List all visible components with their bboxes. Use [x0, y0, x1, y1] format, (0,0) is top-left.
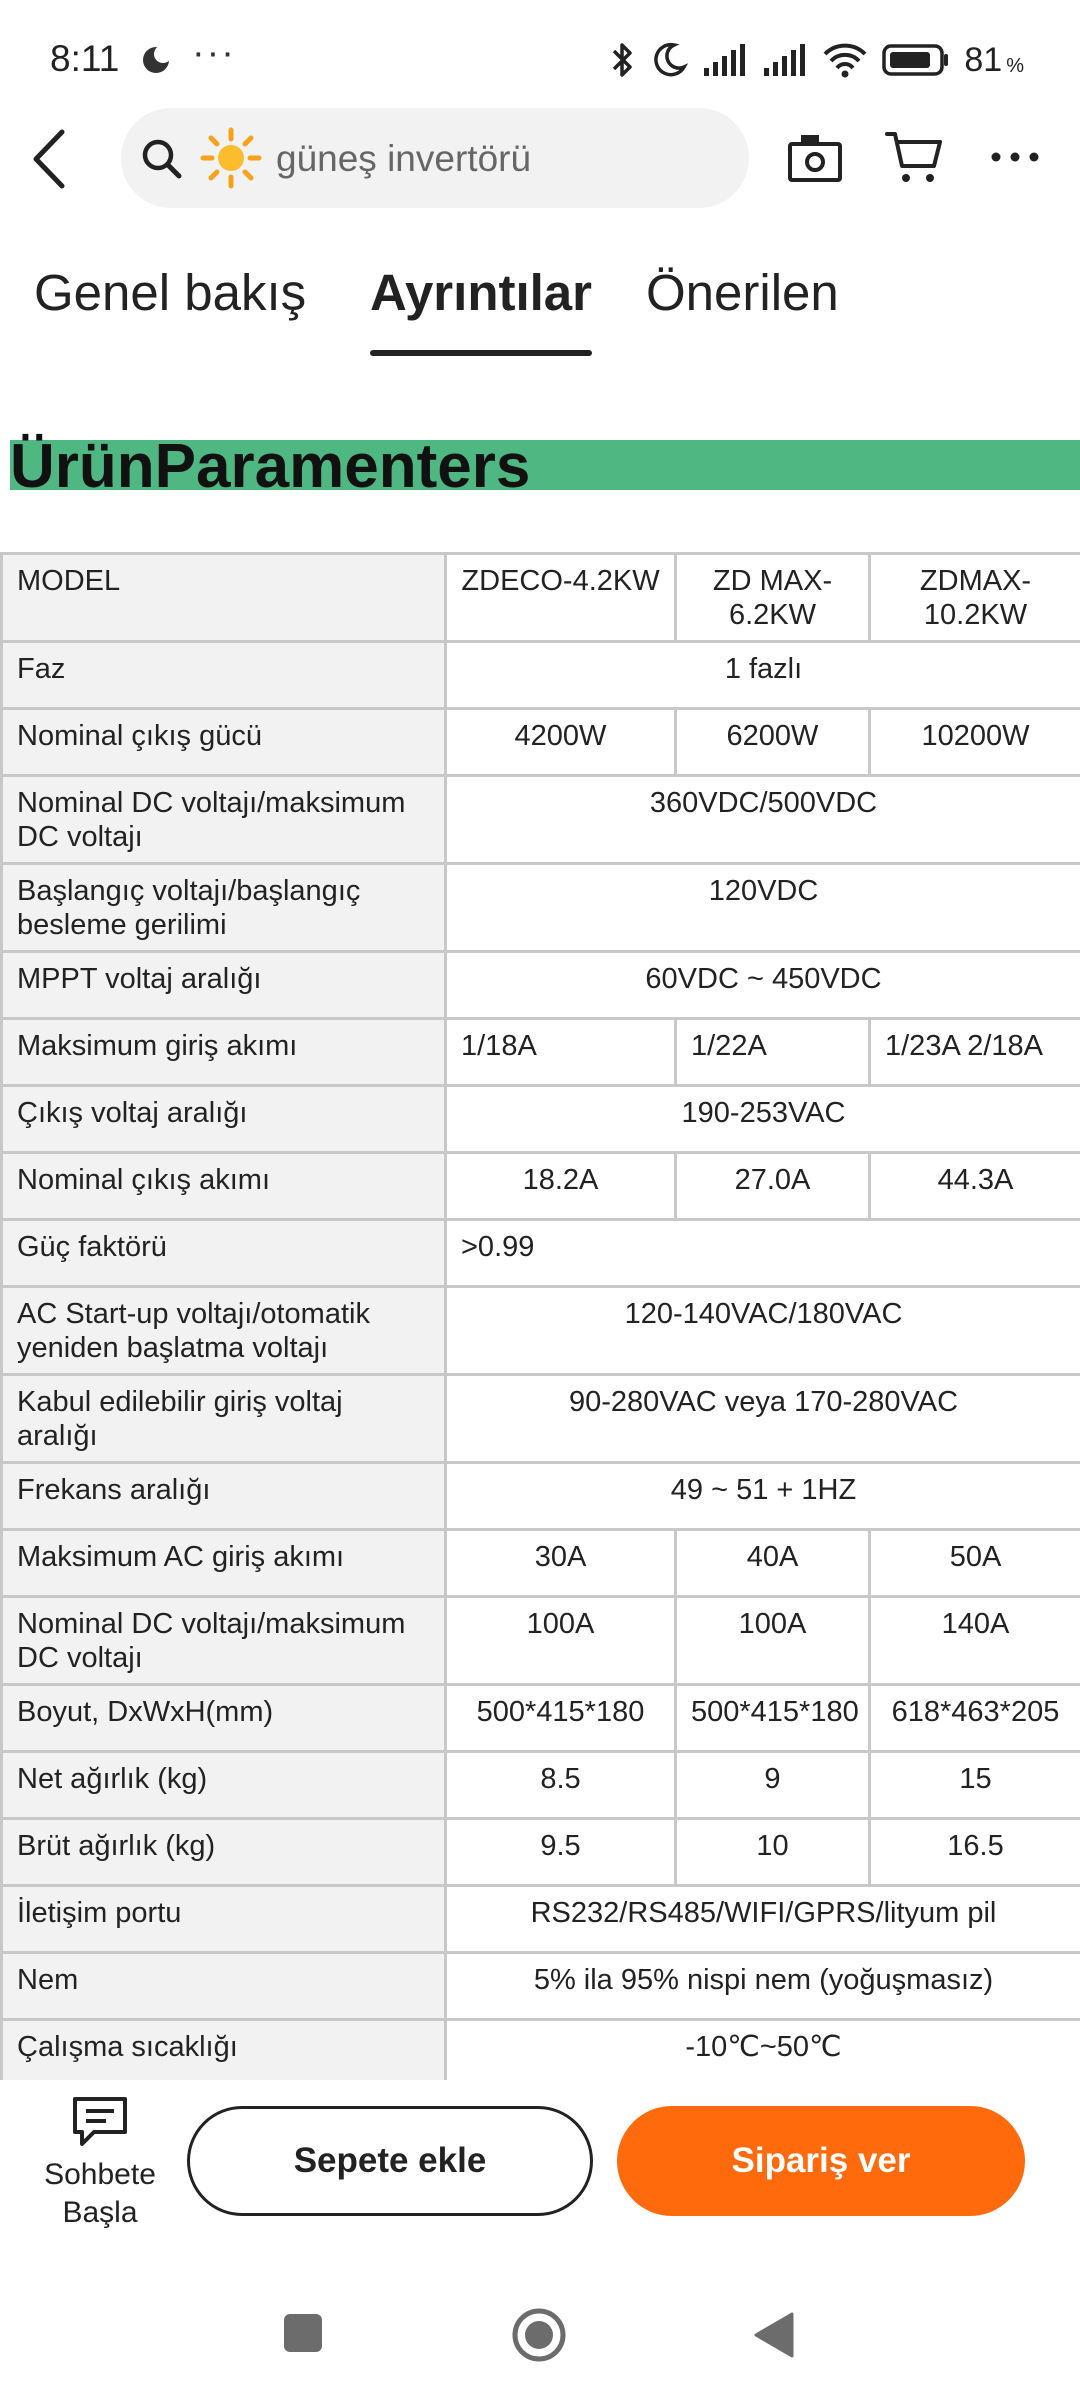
- section-title: ÜrünParamenters: [10, 432, 531, 501]
- table-cell: 100A: [676, 1597, 870, 1685]
- table-cell: >0.99: [446, 1220, 1080, 1287]
- chat-icon: [70, 2094, 130, 2150]
- table-cell: Nominal DC voltajı/maksimum DC voltajı: [2, 776, 446, 864]
- table-row: [2, 1819, 1080, 1886]
- table-cell: RS232/RS485/WIFI/GPRS/lityum pil: [446, 1886, 1080, 1953]
- table-cell: Maksimum AC giriş akımı: [2, 1530, 446, 1597]
- battery-icon: [882, 43, 950, 77]
- table-cell: 10200W: [870, 709, 1080, 776]
- table-cell: 44.3A: [870, 1153, 1080, 1220]
- table-cell: Çalışma sıcaklığı: [2, 2020, 446, 2087]
- more-icon[interactable]: [990, 142, 1040, 172]
- table-row: [2, 1287, 1080, 1375]
- table-row: [2, 1597, 1080, 1685]
- chat-label-line2: Başla: [62, 2196, 138, 2229]
- table-row: [2, 1886, 1080, 1953]
- table-cell: 1/18A: [446, 1019, 676, 1086]
- table-cell: 120VDC: [446, 864, 1080, 952]
- status-bar: [0, 0, 1080, 120]
- table-cell: -10℃~50℃: [446, 2020, 1080, 2087]
- table-cell: 49 ~ 51 + 1HZ: [446, 1463, 1080, 1530]
- table-cell: MODEL: [2, 554, 446, 642]
- home-icon[interactable]: [510, 2306, 568, 2364]
- status-time: 8:11: [50, 38, 120, 79]
- table-cell: Maksimum giriş akımı: [2, 1019, 446, 1086]
- table-row: [2, 1220, 1080, 1287]
- signal-icon: [702, 42, 748, 78]
- table-cell: 100A: [446, 1597, 676, 1685]
- table-cell: ZDECO-4.2KW: [446, 554, 676, 642]
- cart-icon[interactable]: [884, 128, 944, 186]
- table-header-row: [2, 554, 1080, 642]
- table-cell: 4200W: [446, 709, 676, 776]
- table-cell: Kabul edilebilir giriş voltaj aralığı: [2, 1375, 446, 1463]
- table-row: [2, 1463, 1080, 1530]
- table-row: [2, 1375, 1080, 1463]
- table-row: [2, 1752, 1080, 1819]
- table-cell: ZDMAX-10.2KW: [870, 554, 1080, 642]
- table-cell: 15: [870, 1752, 1080, 1819]
- table-row: [2, 776, 1080, 864]
- table-cell: 1/22A: [676, 1019, 870, 1086]
- table-row: [2, 642, 1080, 709]
- battery-percent-symbol: %: [1006, 54, 1024, 77]
- table-cell: 5% ila 95% nispi nem (yoğuşmasız): [446, 1953, 1080, 2020]
- camera-icon[interactable]: [787, 132, 843, 184]
- table-cell: Net ağırlık (kg): [2, 1752, 446, 1819]
- battery-percent: 81: [964, 40, 1003, 79]
- sun-icon: [199, 126, 263, 190]
- spec-table: [0, 552, 1080, 2088]
- table-cell: 18.2A: [446, 1153, 676, 1220]
- table-cell: Faz: [2, 642, 446, 709]
- table-row: [2, 1153, 1080, 1220]
- table-cell: ZD MAX-6.2KW: [676, 554, 870, 642]
- signal-icon-2: [762, 42, 808, 78]
- tab-bar: [0, 258, 1080, 358]
- table-row: [2, 952, 1080, 1019]
- table-cell: AC Start-up voltajı/otomatik yeniden başlatma voltajı: [2, 1287, 446, 1375]
- table-cell: 140A: [870, 1597, 1080, 1685]
- table-cell: 360VDC/500VDC: [446, 776, 1080, 864]
- table-cell: 1/23A 2/18A: [870, 1019, 1080, 1086]
- order-button[interactable]: Sipariş ver: [617, 2106, 1025, 2216]
- table-cell: 500*415*180: [676, 1685, 870, 1752]
- table-row: [2, 2020, 1080, 2087]
- table-cell: 500*415*180: [446, 1685, 676, 1752]
- nav-back-icon[interactable]: [752, 2310, 796, 2360]
- table-row: [2, 1953, 1080, 2020]
- do-not-disturb-moon-icon: [650, 41, 688, 79]
- table-cell: Nominal çıkış akımı: [2, 1153, 446, 1220]
- bluetooth-icon: [610, 40, 636, 80]
- table-row: [2, 1685, 1080, 1752]
- table-cell: Başlangıç voltajı/başlangıç besleme gerilimi: [2, 864, 446, 952]
- tab-overview[interactable]: Genel bakış: [34, 264, 307, 321]
- table-cell: Brüt ağırlık (kg): [2, 1819, 446, 1886]
- search-input[interactable]: [121, 108, 749, 208]
- table-cell: 10: [676, 1819, 870, 1886]
- table-cell: Nominal çıkış gücü: [2, 709, 446, 776]
- table-cell: 6200W: [676, 709, 870, 776]
- tab-recommended[interactable]: Önerilen: [646, 264, 839, 321]
- chat-button[interactable]: [30, 2094, 170, 2244]
- table-cell: Nem: [2, 1953, 446, 2020]
- wifi-icon: [822, 42, 868, 78]
- status-icons: [610, 38, 1024, 82]
- table-cell: 50A: [870, 1530, 1080, 1597]
- table-row: [2, 709, 1080, 776]
- table-cell: Boyut, DxWxH(mm): [2, 1685, 446, 1752]
- search-query: güneş invertörü: [276, 138, 532, 179]
- add-to-cart-button[interactable]: Sepete ekle: [187, 2106, 593, 2216]
- table-cell: 190-253VAC: [446, 1086, 1080, 1153]
- table-row: [2, 864, 1080, 952]
- table-cell: MPPT voltaj aralığı: [2, 952, 446, 1019]
- table-cell: Nominal DC voltajı/maksimum DC voltajı: [2, 1597, 446, 1685]
- tab-details[interactable]: Ayrıntılar: [370, 258, 592, 358]
- recents-icon[interactable]: [284, 2314, 322, 2352]
- table-cell: 27.0A: [676, 1153, 870, 1220]
- search-row: [0, 108, 1080, 208]
- table-cell: Güç faktörü: [2, 1220, 446, 1287]
- table-cell: 16.5: [870, 1819, 1080, 1886]
- table-row: [2, 1530, 1080, 1597]
- table-cell: 40A: [676, 1530, 870, 1597]
- table-cell: 9.5: [446, 1819, 676, 1886]
- table-cell: İletişim portu: [2, 1886, 446, 1953]
- table-cell: 1 fazlı: [446, 642, 1080, 709]
- table-cell: 90-280VAC veya 170-280VAC: [446, 1375, 1080, 1463]
- table-cell: 618*463*205: [870, 1685, 1080, 1752]
- status-more-dots: ···: [192, 32, 236, 74]
- table-cell: 30A: [446, 1530, 676, 1597]
- table-cell: Frekans aralığı: [2, 1463, 446, 1530]
- table-cell: Çıkış voltaj aralığı: [2, 1086, 446, 1153]
- moon-icon: [141, 44, 175, 76]
- table-cell: 8.5: [446, 1752, 676, 1819]
- table-cell: 9: [676, 1752, 870, 1819]
- table-cell: 60VDC ~ 450VDC: [446, 952, 1080, 1019]
- table-cell: 120-140VAC/180VAC: [446, 1287, 1080, 1375]
- back-icon[interactable]: [26, 126, 74, 192]
- bottom-action-bar: [0, 2080, 1080, 2260]
- chat-label-line1: Sohbete: [44, 2158, 156, 2191]
- search-icon: [137, 134, 187, 184]
- table-row: [2, 1019, 1080, 1086]
- table-row: [2, 1086, 1080, 1153]
- system-nav-bar: [0, 2290, 1080, 2380]
